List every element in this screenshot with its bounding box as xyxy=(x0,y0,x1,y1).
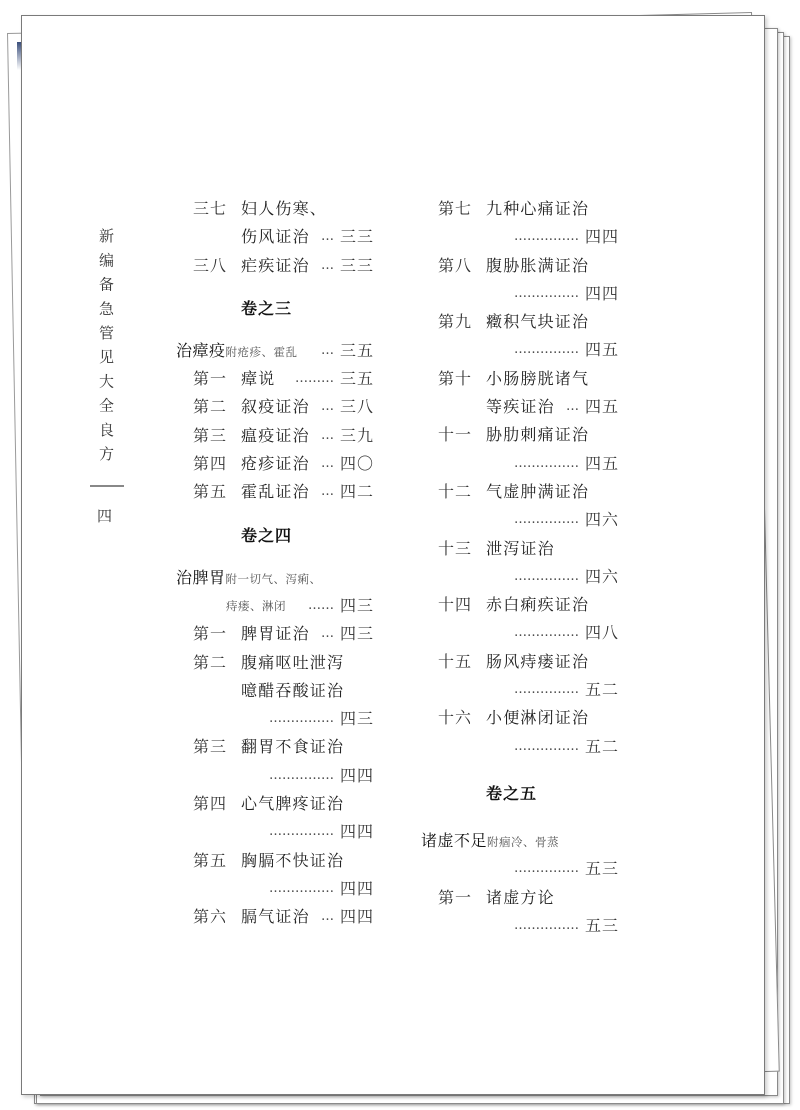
entry-title: 瘟疫证治 xyxy=(241,425,310,445)
toc-entry-leader-line xyxy=(421,676,621,704)
entry-title: 疟疾证治 xyxy=(241,255,310,275)
entry-number: 第四 xyxy=(193,794,228,814)
toc-entry xyxy=(176,393,376,421)
entry-number: 第二 xyxy=(193,652,228,672)
section-title: 治脾胃 xyxy=(176,567,226,587)
toc-entry xyxy=(421,195,621,223)
toc-section xyxy=(176,337,376,365)
toc-entry xyxy=(176,450,376,478)
entry-title: 小便淋闭证治 xyxy=(486,708,590,728)
toc-entry xyxy=(421,884,621,912)
toc-section xyxy=(176,564,376,592)
entry-title-cont: 等疾证治 xyxy=(486,397,555,417)
dot-leader: … xyxy=(321,427,334,443)
toc-entry xyxy=(176,195,376,223)
book-page xyxy=(21,15,765,1095)
dot-leader: … xyxy=(321,399,334,415)
toc-section-leader-line xyxy=(421,855,621,883)
entry-title: 霍乱证治 xyxy=(241,482,310,502)
dot-leader: …………… xyxy=(514,455,579,471)
dot-leader: … xyxy=(321,484,334,500)
toc-entry xyxy=(176,790,376,818)
entry-title-cont: 伤风证治 xyxy=(241,227,310,247)
entry-title-cont: 噫醋吞酸证治 xyxy=(241,680,345,700)
entry-page: 五二 xyxy=(584,736,619,756)
dot-leader: … xyxy=(321,456,334,472)
entry-page: 四四 xyxy=(339,765,374,785)
entry-page: 五三 xyxy=(584,915,619,935)
toc-entry-leader-line xyxy=(176,762,376,790)
entry-page: 三三 xyxy=(339,227,374,247)
entry-page: 四八 xyxy=(584,623,619,643)
toc-column-left xyxy=(176,195,376,932)
entry-title: 胁肋刺痛证治 xyxy=(486,425,590,445)
entry-number: 第一 xyxy=(193,624,228,644)
running-head-rule xyxy=(90,485,124,487)
dot-leader: … xyxy=(566,399,579,415)
volume-heading: 卷之五 xyxy=(486,783,538,803)
toc-column-right xyxy=(421,195,621,940)
toc-entry xyxy=(421,421,621,449)
section-note-cont: 痔瘘、淋闭 xyxy=(226,598,286,613)
section-note: 附痼冷、骨蒸 xyxy=(487,834,560,849)
entry-number: 十三 xyxy=(438,538,473,558)
entry-page: 四六 xyxy=(584,510,619,530)
entry-number: 第一 xyxy=(438,887,473,907)
entry-page: 三九 xyxy=(339,425,374,445)
dot-leader: …………… xyxy=(269,824,334,840)
entry-number: 第八 xyxy=(438,255,473,275)
dot-leader: …… xyxy=(308,597,334,613)
toc-entry xyxy=(421,535,621,563)
toc-entry-leader-line xyxy=(421,733,621,761)
entry-number: 第三 xyxy=(193,425,228,445)
entry-number: 第十 xyxy=(438,368,473,388)
entry-title: 翻胃不食证治 xyxy=(241,737,345,757)
entry-title: 九种心痛证治 xyxy=(486,199,590,218)
volume-heading: 卷之三 xyxy=(241,298,293,318)
entry-number: 三八 xyxy=(193,255,228,275)
dot-leader: …………… xyxy=(514,229,579,245)
entry-number: 十五 xyxy=(438,651,473,671)
entry-page: 四四 xyxy=(584,227,619,247)
section-title: 治瘴疫 xyxy=(176,340,226,360)
entry-number: 十一 xyxy=(438,425,473,445)
entry-number: 第五 xyxy=(193,482,228,502)
entry-number: 第一 xyxy=(193,369,228,389)
entry-title: 气虚肿满证治 xyxy=(486,481,590,501)
toc-entry xyxy=(176,733,376,761)
section-title: 诸虚不足 xyxy=(421,830,488,850)
toc-entry-leader-line xyxy=(421,563,621,591)
entry-page: 三三 xyxy=(339,255,374,275)
entry-page: 四三 xyxy=(339,624,374,644)
dot-leader: …………… xyxy=(514,738,579,754)
entry-title: 疮疹证治 xyxy=(241,454,310,474)
page-number: 四 xyxy=(97,507,113,525)
entry-number: 十二 xyxy=(438,481,473,501)
toc-entry-leader-line xyxy=(421,223,621,251)
toc-entry-leader-line xyxy=(176,818,376,846)
entry-page: 三八 xyxy=(339,397,374,417)
entry-page: 五三 xyxy=(584,859,619,879)
dot-leader: …………… xyxy=(269,880,334,896)
dot-leader: … xyxy=(321,342,334,358)
toc-entry-leader-line xyxy=(421,912,621,940)
entry-number: 第四 xyxy=(193,454,228,474)
toc-entry xyxy=(176,252,376,280)
section-note: 附疮疹、霍乱 xyxy=(225,344,298,359)
toc-entry-leader-line xyxy=(421,506,621,534)
entry-page: 四四 xyxy=(339,907,374,927)
entry-page: 四三 xyxy=(339,709,374,729)
entry-page: 四四 xyxy=(584,283,619,303)
toc-entry xyxy=(421,365,621,393)
entry-page: 四四 xyxy=(339,878,374,898)
running-head-title: 新编备急管见大全良方 xyxy=(97,228,115,470)
entry-page: 四五 xyxy=(584,453,619,473)
toc-entry-leader-line xyxy=(421,619,621,647)
dot-leader: …………… xyxy=(514,342,579,358)
toc-entry-continuation xyxy=(421,393,621,421)
toc-section xyxy=(421,827,621,855)
entry-title: 泄泻证治 xyxy=(486,538,555,558)
toc-entry-leader-line xyxy=(421,280,621,308)
entry-page: 四三 xyxy=(339,595,374,615)
entry-title: 膈气证治 xyxy=(241,907,310,927)
toc-entry-continuation xyxy=(176,223,376,251)
toc-entry-leader-line xyxy=(421,450,621,478)
toc-entry xyxy=(421,308,621,336)
toc-entry xyxy=(176,620,376,648)
dot-leader: …………… xyxy=(514,568,579,584)
toc-entry xyxy=(421,704,621,732)
entry-title: 诸虚方论 xyxy=(486,887,555,907)
toc-entry-leader-line xyxy=(176,705,376,733)
dot-leader: …………… xyxy=(514,512,579,528)
entry-number: 第九 xyxy=(438,312,473,332)
entry-title: 叙疫证治 xyxy=(241,397,310,417)
dot-leader: …………… xyxy=(514,917,579,933)
entry-title: 脾胃证治 xyxy=(241,624,310,644)
dot-leader: …………… xyxy=(514,625,579,641)
dot-leader: … xyxy=(321,257,334,273)
entry-title: 心气脾疼证治 xyxy=(241,794,345,814)
entry-number: 十四 xyxy=(438,595,473,615)
toc-entry xyxy=(421,648,621,676)
entry-page: 四六 xyxy=(584,566,619,586)
entry-page: 四五 xyxy=(584,397,619,417)
entry-number: 第七 xyxy=(438,199,473,218)
dot-leader: …………… xyxy=(269,711,334,727)
dot-leader: …………… xyxy=(514,861,579,877)
toc-entry xyxy=(421,478,621,506)
entry-page: 四四 xyxy=(339,822,374,842)
toc-entry-continuation xyxy=(176,677,376,705)
entry-number: 第六 xyxy=(193,907,228,927)
toc-entry xyxy=(421,591,621,619)
toc-entry xyxy=(176,847,376,875)
entry-page: 四二 xyxy=(339,482,374,502)
entry-title: 腹胁胀满证治 xyxy=(486,255,590,275)
entry-title: 赤白痢疾证治 xyxy=(486,595,590,615)
toc-section-continuation xyxy=(176,592,376,620)
entry-title: 腹痛呕吐泄泻 xyxy=(241,652,345,672)
entry-number: 第五 xyxy=(193,850,228,870)
toc-entry xyxy=(176,422,376,450)
section-note: 附一切气、泻痢、 xyxy=(225,571,322,586)
entry-number: 三七 xyxy=(193,199,228,218)
toc-entry xyxy=(176,365,376,393)
entry-page: 四五 xyxy=(584,340,619,360)
entry-page: 三五 xyxy=(339,340,374,360)
entry-title: 胸膈不快证治 xyxy=(241,850,345,870)
entry-number: 第三 xyxy=(193,737,228,757)
entry-number: 十六 xyxy=(438,708,473,728)
entry-title: 小肠膀胱诸气 xyxy=(486,368,590,388)
entry-title: 肠风痔瘘证治 xyxy=(486,651,590,671)
toc-entry xyxy=(176,649,376,677)
dot-leader: … xyxy=(321,909,334,925)
dot-leader: … xyxy=(321,626,334,642)
dot-leader: …………… xyxy=(514,285,579,301)
entry-page: 三五 xyxy=(339,369,374,389)
toc-entry-leader-line xyxy=(176,875,376,903)
toc-entry xyxy=(176,478,376,506)
entry-title: 妇人伤寒、 xyxy=(241,199,328,218)
dot-leader: …………… xyxy=(269,767,334,783)
volume-heading: 卷之四 xyxy=(241,525,293,545)
dot-leader: …………… xyxy=(514,682,579,698)
entry-title: 瘴说 xyxy=(241,369,276,389)
dot-leader: ……… xyxy=(295,371,334,387)
toc-entry xyxy=(421,252,621,280)
entry-number: 第二 xyxy=(193,397,228,417)
toc-entry xyxy=(176,903,376,931)
toc-entry-leader-line xyxy=(421,336,621,364)
entry-page: 四〇 xyxy=(339,454,374,474)
entry-title: 癥积气块证治 xyxy=(486,312,590,332)
entry-page: 五二 xyxy=(584,680,619,700)
dot-leader: … xyxy=(321,229,334,245)
